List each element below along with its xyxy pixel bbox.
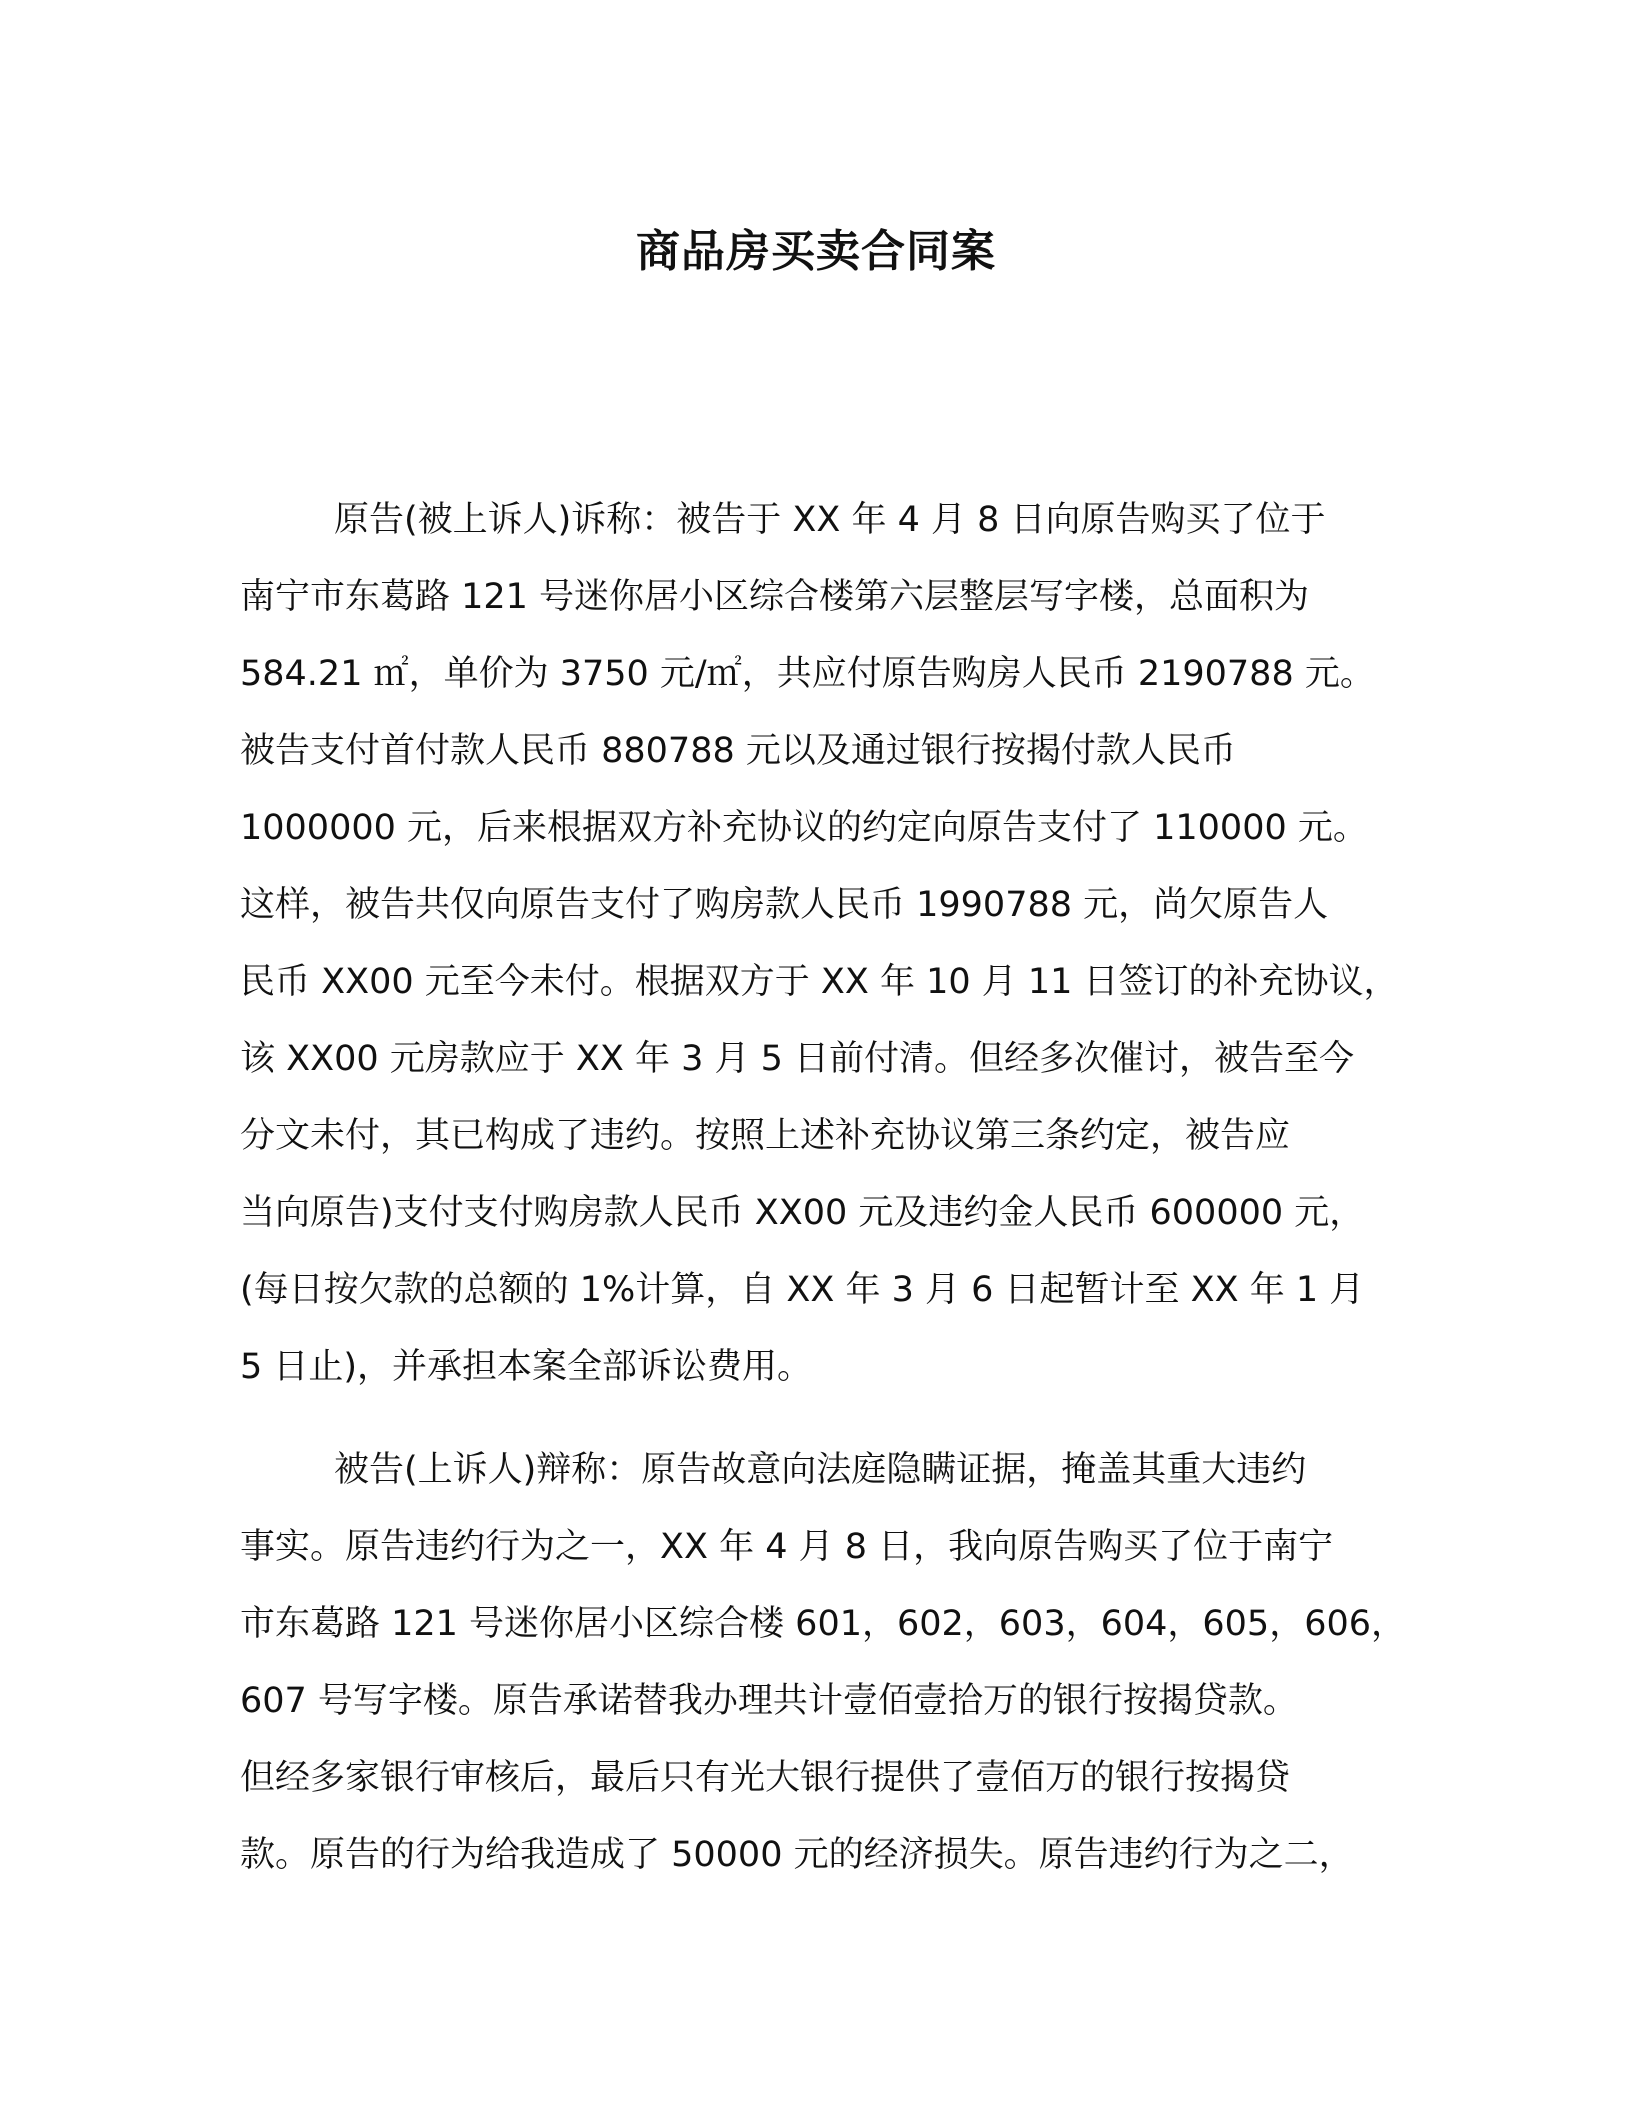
text-line: 南宁市东葛路 121 号迷你居小区综合楼第六层整层写字楼，总面积为 <box>240 577 1310 617</box>
text-line: 这样，被告共仅向原告支付了购房款人民币 1990788 元，尚欠原告人 <box>240 885 1329 925</box>
plaintiff-claim-paragraph <box>240 482 1400 1406</box>
text-line: 被告(上诉人)辩称：原告故意向法庭隐瞒证据，掩盖其重大违约 <box>334 1450 1307 1490</box>
text-line: 5 日止)，并承担本案全部诉讼费用。 <box>240 1347 813 1387</box>
defendant-defense-paragraph <box>240 1432 1407 1894</box>
text-line: 1000000 元，后来根据双方补充协议的约定向原告支付了 110000 元。 <box>240 808 1368 848</box>
text-line: 民币 XX00 元至今未付。根据双方于 XX 年 10 月 11 日签订的补充协议， <box>240 962 1399 1002</box>
text-line: 607 号写字楼。原告承诺替我办理共计壹佰壹拾万的银行按揭贷款。 <box>240 1681 1298 1721</box>
text-line: 584.21 ㎡，单价为 3750 元/㎡，共应付原告购房人民币 2190788 元。 <box>240 654 1375 694</box>
text-line: 款。原告的行为给我造成了 50000 元的经济损失。原告违约行为之二， <box>240 1835 1354 1875</box>
text-line: 当向原告)支付支付购房款人民币 XX00 元及违约金人民币 600000 元， <box>240 1193 1365 1233</box>
text-line: 被告支付首付款人民币 880788 元以及通过银行按揭付款人民币 <box>240 731 1236 771</box>
text-line: 但经多家银行审核后，最后只有光大银行提供了壹佰万的银行按揭贷 <box>240 1758 1291 1798</box>
text-line: 该 XX00 元房款应于 XX 年 3 月 5 日前付清。但经多次催讨，被告至今 <box>240 1039 1354 1079</box>
text-line: 事实。原告违约行为之一，XX 年 4 月 8 日，我向原告购买了位于南宁 <box>240 1527 1334 1567</box>
text-line: 市东葛路 121 号迷你居小区综合楼 601，602，603，604，605，606， <box>240 1604 1407 1644</box>
text-line: 分文未付，其已构成了违约。按照上述补充协议第三条约定，被告应 <box>240 1116 1291 1156</box>
text-line: (每日按欠款的总额的 1%计算，自 XX 年 3 月 6 日起暂计至 XX 年 1 月 <box>240 1270 1365 1310</box>
text-line: 原告(被上诉人)诉称：被告于 XX 年 4 月 8 日向原告购买了位于 <box>334 500 1326 540</box>
document-title: 商品房买卖合同案 <box>636 226 996 277</box>
